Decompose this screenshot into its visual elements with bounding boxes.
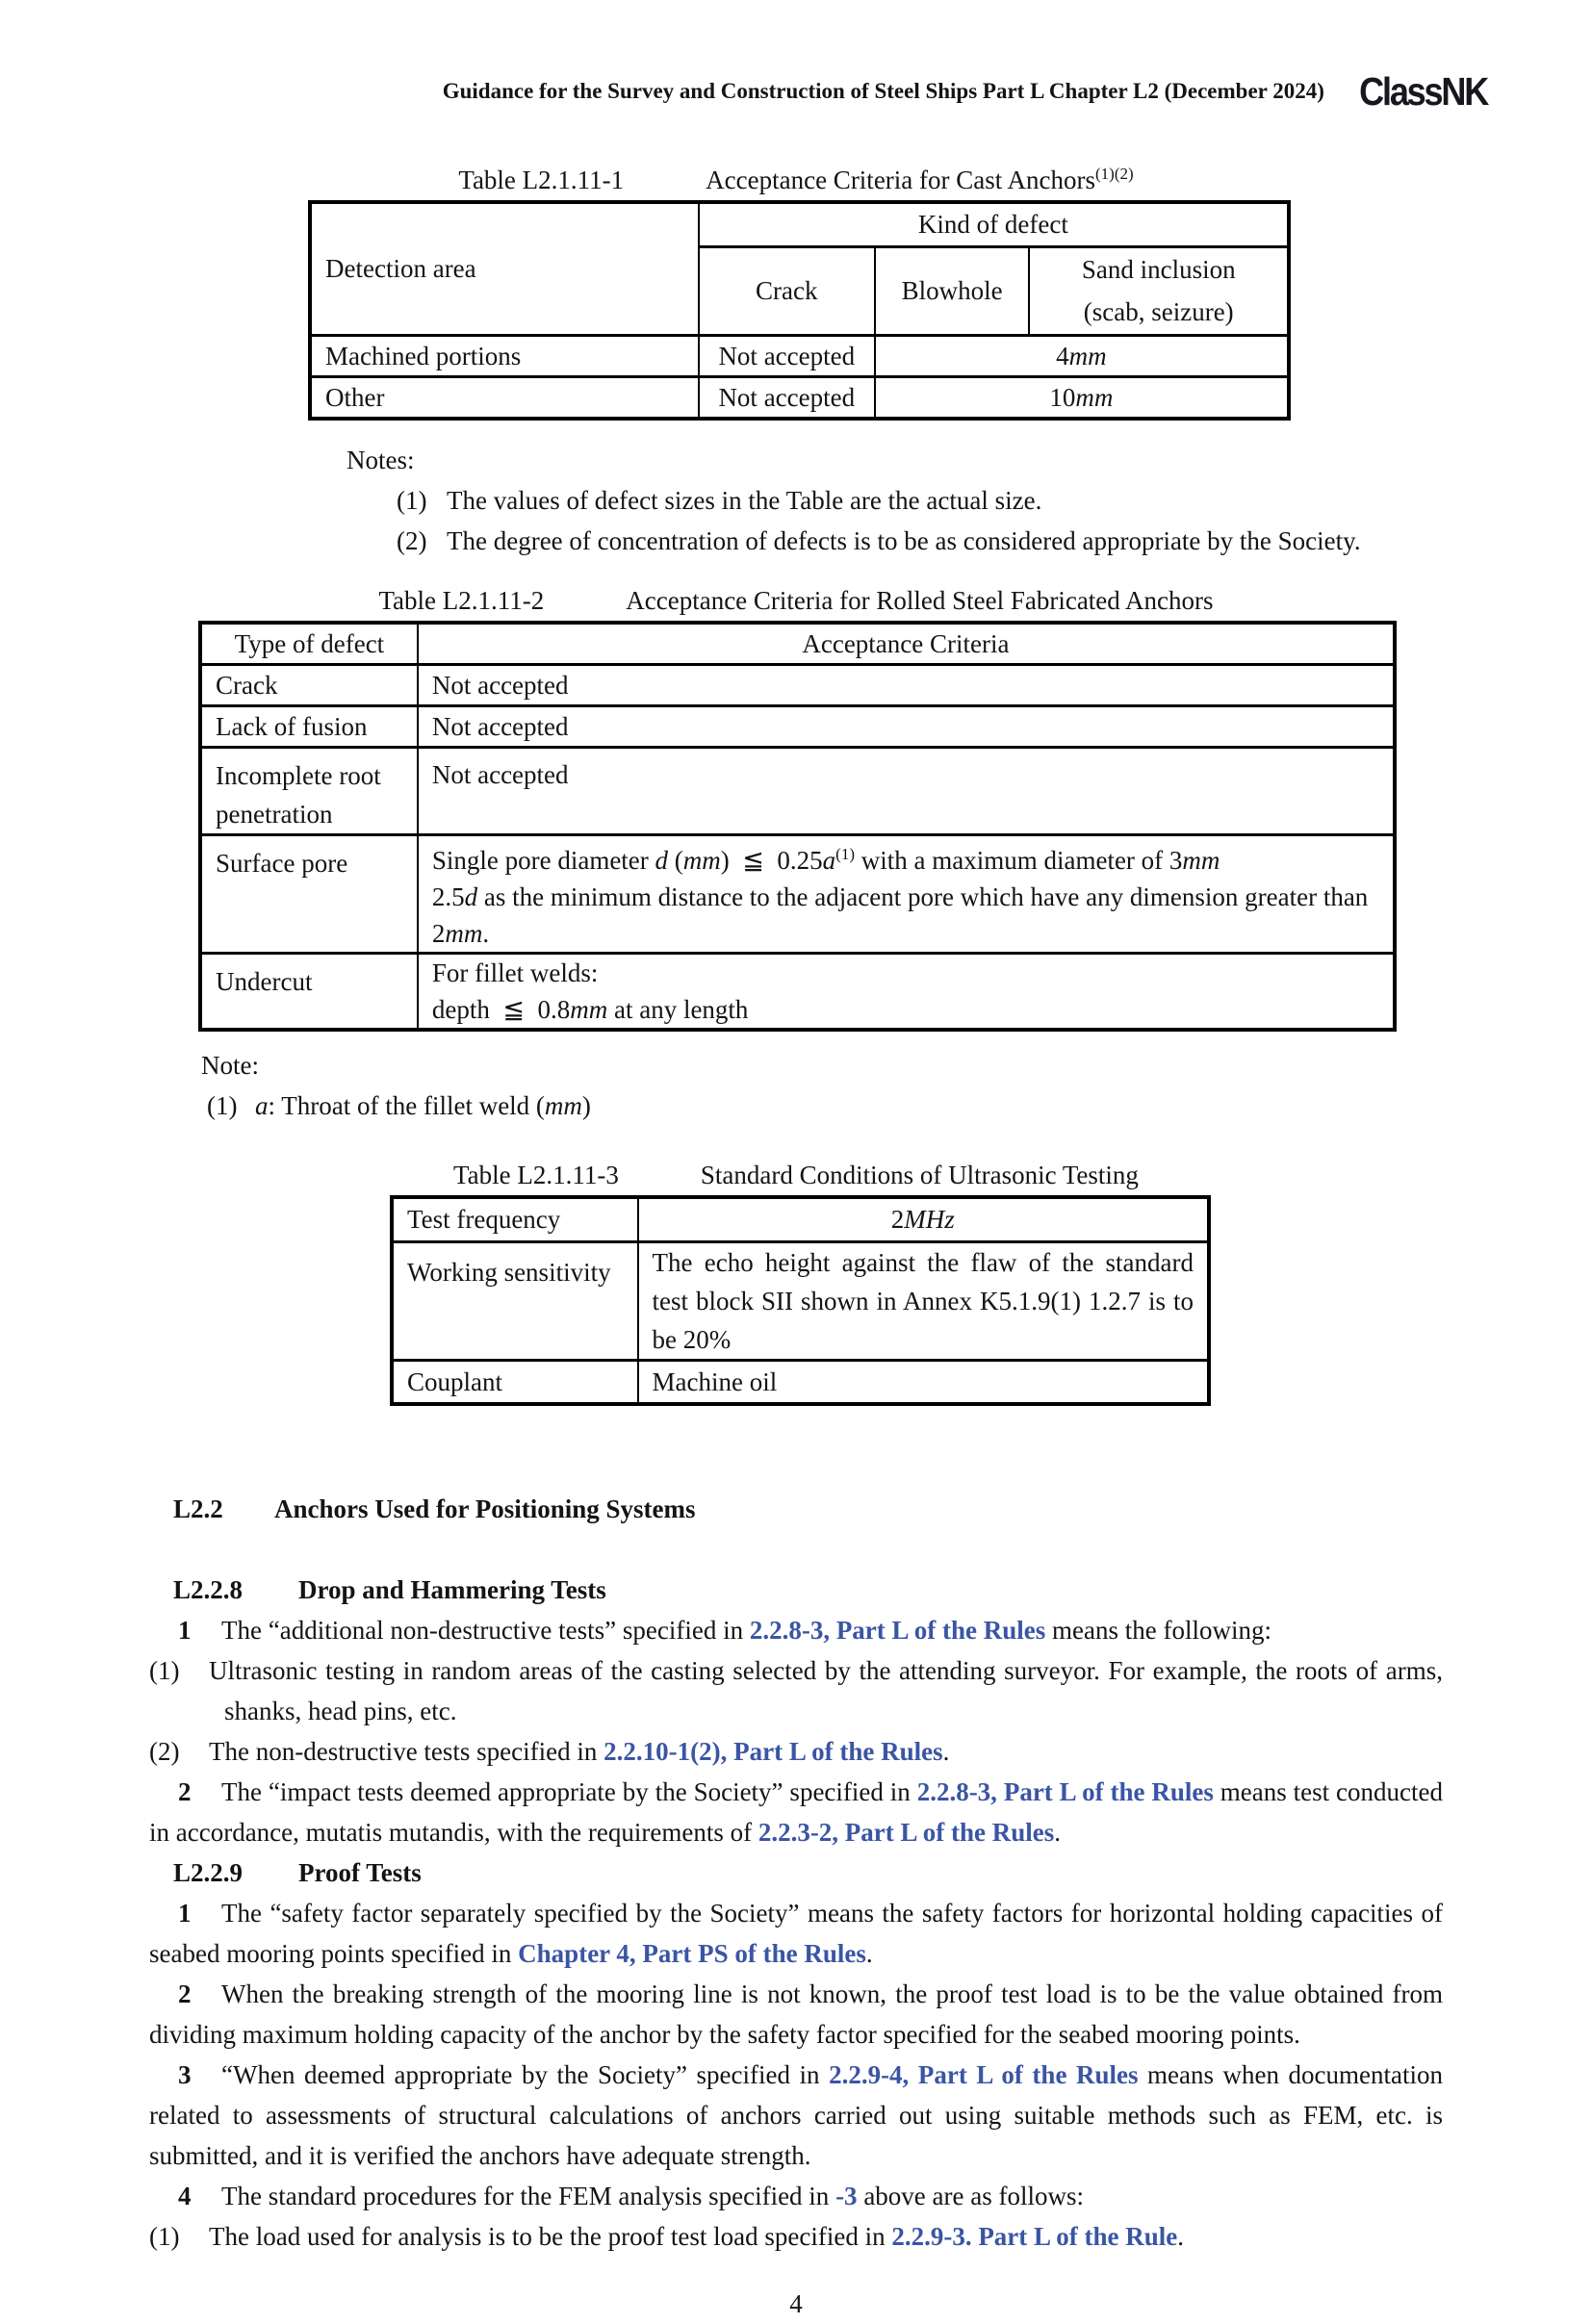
table-row — [392, 1360, 1209, 1404]
acceptance-criteria-header-cell: Acceptance Criteria — [418, 623, 1395, 665]
section-title: Anchors Used for Positioning Systems — [274, 1494, 696, 1523]
text-segment: ( — [668, 846, 683, 875]
text-segment: : Throat of the fillet weld ( — [268, 1091, 545, 1120]
rules-reference-link[interactable]: 2.2.9-4, Part L of the Rules — [829, 2060, 1139, 2089]
text-segment: a — [255, 1091, 269, 1120]
rules-reference-link[interactable]: Chapter 4, Part PS of the Rules — [518, 1939, 866, 1968]
text-segment: . — [1177, 2222, 1185, 2251]
text-segment: . — [865, 1939, 873, 1968]
table-row — [310, 376, 1289, 419]
text-segment: . — [1054, 1818, 1062, 1847]
item-text — [209, 2222, 1184, 2251]
paragraph-text — [149, 1777, 1443, 1847]
text-segment: Machine oil — [652, 1366, 778, 1396]
section-number: L2.2 — [173, 1494, 223, 1523]
paragraph — [149, 1610, 1443, 1650]
text-segment: The echo height against the flaw of the standard test block SII shown in Annex K5.1.9(1) 1.2.7 is to be 20% — [652, 1247, 1194, 1354]
rules-reference-link[interactable]: 2.2.9-3. Part L of the Rule — [891, 2222, 1178, 2251]
table2-note — [201, 1045, 1443, 1126]
running-header-title: Guidance for the Survey and Construction of Steel Ships Part L Chapter L2 (December 2024) — [442, 79, 1324, 103]
parameter-cell: Test frequency — [392, 1197, 638, 1241]
text-segment: mm — [445, 919, 483, 948]
paragraph — [149, 1893, 1443, 1974]
text-segment: means test conducted in accordance, mutatis mutandis, with the requirements of — [149, 1777, 1443, 1847]
text-segment: above are as follows: — [857, 2182, 1084, 2210]
table2-title — [149, 584, 1443, 617]
note-item — [397, 480, 1443, 521]
table2-caption: Acceptance Criteria for Rolled Steel Fabricated Anchors — [626, 585, 1214, 615]
text-segment: The load used for analysis is to be the proof test load specified in — [209, 2222, 892, 2251]
rules-reference-link[interactable]: 2.2.10-1(2), Part L of the Rules — [603, 1737, 943, 1766]
defect-size-cell — [875, 376, 1289, 419]
item-marker: (1) — [149, 2222, 180, 2251]
criteria-line — [432, 836, 1379, 879]
page-number: 4 — [789, 2289, 803, 2318]
note-marker: (2) — [397, 525, 427, 555]
item-marker: (1) — [149, 1656, 180, 1685]
section-title: Proof Tests — [298, 1858, 422, 1887]
parameter-cell: Couplant — [392, 1360, 638, 1404]
text-segment: The “safety factor separately specified by the Society” means the safety factors for horizontal holding capacities of seabed mooring points specified in — [149, 1899, 1443, 1968]
table1-label: Table L2.1.11-1 — [458, 166, 625, 194]
text-segment: 4 — [1056, 341, 1069, 370]
table-row — [200, 623, 1395, 665]
paragraph — [149, 1772, 1443, 1852]
text-segment: means when documentation related to assessments of structural calculations of anchors carried out using suitable methods such as FEM, etc. is submitted, and it is verified the anchors have adequate strength. — [149, 2060, 1443, 2170]
page-header — [149, 69, 1487, 114]
criteria-cell — [418, 706, 1395, 748]
rules-reference-link[interactable]: 2.2.8-3, Part L of the Rules — [916, 1777, 1214, 1806]
cast-anchors-table — [308, 200, 1291, 421]
table-row — [200, 748, 1395, 835]
table3-caption: Standard Conditions of Ultrasonic Testing — [700, 1161, 1139, 1189]
text-segment: mm — [570, 995, 608, 1024]
value-cell — [638, 1241, 1209, 1360]
text-segment: ) — [581, 1091, 591, 1120]
criteria-line — [432, 756, 1379, 793]
note-item — [207, 1085, 1443, 1126]
section-heading-l2-2-9 — [173, 1852, 1443, 1893]
text-segment: Single pore diameter — [431, 846, 655, 875]
crack-header-cell: Crack — [699, 246, 875, 335]
type-of-defect-header-cell: Type of defect — [200, 623, 418, 665]
text-segment: at any length — [607, 995, 749, 1024]
text-segment: The “additional non-destructive tests” specified in — [221, 1616, 750, 1645]
paragraph-text — [221, 2182, 1084, 2210]
table-row — [200, 665, 1395, 706]
rules-reference-link[interactable]: 2.2.8-3, Part L of the Rules — [749, 1616, 1046, 1645]
paragraph-text — [149, 1979, 1443, 2049]
blowhole-header-cell: Blowhole — [875, 246, 1030, 335]
text-segment: The “impact tests deemed appropriate by the Society” specified in — [221, 1777, 917, 1806]
text-segment: d — [464, 882, 478, 911]
defect-type-cell: Surface pore — [200, 835, 418, 954]
text-segment: (1) — [835, 845, 855, 863]
text-segment: mm — [1075, 382, 1114, 412]
text-segment: For fillet welds: — [431, 958, 599, 987]
item-marker: (2) — [149, 1737, 180, 1766]
fabricated-anchors-table — [198, 621, 1397, 1033]
table1-caption — [706, 166, 1134, 194]
note-item — [397, 521, 1443, 561]
section-heading-l2-2-8 — [173, 1570, 1443, 1610]
parameter-cell: Working sensitivity — [392, 1241, 638, 1360]
text-segment: “When deemed appropriate by the Society” specified in — [221, 2060, 830, 2089]
paragraph-number: 4 — [178, 2182, 192, 2210]
criteria-line — [432, 879, 1379, 952]
text-segment: 2 — [890, 1205, 905, 1235]
paragraph-text — [149, 1899, 1443, 1968]
note-label: Note: — [201, 1051, 259, 1080]
criteria-cell — [418, 954, 1395, 1031]
text-segment: . — [942, 1737, 950, 1766]
table-row — [200, 835, 1395, 954]
text-segment: mm — [1182, 846, 1220, 875]
text-segment: Not accepted — [431, 671, 569, 700]
text-segment: depth ≦ 0.8 — [431, 995, 571, 1024]
note-marker: (1) — [207, 1091, 238, 1120]
classnk-logo: ClassNK — [1359, 69, 1487, 114]
criteria-cell — [418, 835, 1395, 954]
text-segment: with a maximum diameter of 3 — [855, 846, 1183, 875]
section-number: L2.2.8 — [173, 1575, 244, 1604]
item-text — [209, 1737, 949, 1766]
list-item — [149, 1731, 1443, 1772]
criteria-cell — [418, 748, 1395, 835]
table3-label: Table L2.1.11-3 — [453, 1161, 619, 1189]
defect-type-cell: Lack of fusion — [200, 706, 418, 748]
text-segment: mm — [682, 846, 721, 875]
rules-reference-link[interactable]: -3 — [835, 2182, 858, 2210]
crack-cell: Not accepted — [699, 376, 875, 419]
defect-type-cell: Undercut — [200, 954, 418, 1031]
table-row — [310, 335, 1289, 376]
paragraph-text — [221, 1616, 1271, 1645]
text-segment: The non-destructive tests specified in — [209, 1737, 604, 1766]
criteria-line — [432, 991, 1379, 1028]
detection-area-cell: Other — [310, 376, 699, 419]
paragraph-number: 1 — [178, 1899, 192, 1928]
section-heading-l2-2 — [173, 1489, 1443, 1529]
note-marker: (1) — [397, 485, 427, 515]
section-number: L2.2.9 — [173, 1858, 244, 1887]
crack-cell: Not accepted — [699, 335, 875, 376]
value-cell — [638, 1197, 1209, 1241]
text-segment: a — [822, 846, 836, 875]
table-row — [200, 706, 1395, 748]
table-row — [200, 954, 1395, 1031]
note-text: The degree of concentration of defects is to be as considered appropriate by the Society. — [447, 525, 1361, 555]
value-cell — [638, 1360, 1209, 1404]
table-row — [392, 1241, 1209, 1360]
item-text — [209, 1656, 1443, 1725]
criteria-cell — [418, 665, 1395, 706]
text-segment: 10 — [1049, 382, 1076, 412]
table-row — [392, 1197, 1209, 1241]
paragraph-number: 2 — [178, 1979, 192, 2008]
table3-title — [149, 1159, 1443, 1191]
text-segment: Not accepted — [431, 760, 569, 789]
paragraph — [149, 2176, 1443, 2216]
paragraph-number: 1 — [178, 1616, 192, 1645]
rules-reference-link[interactable]: 2.2.3-2, Part L of the Rules — [757, 1818, 1055, 1847]
sand-inclusion-line1: Sand inclusion — [1081, 255, 1236, 284]
paragraph-number: 2 — [178, 1777, 192, 1806]
sand-inclusion-line2: (scab, seizure) — [1083, 297, 1234, 326]
defect-size-cell — [875, 335, 1289, 376]
text-segment: d — [655, 846, 669, 875]
criteria-line — [432, 955, 1379, 991]
note-text — [255, 1091, 591, 1120]
text-segment: Not accepted — [431, 712, 569, 741]
table-row — [310, 202, 1289, 246]
defect-type-cell: Incomplete root penetration — [200, 748, 418, 835]
paragraph-number: 3 — [178, 2060, 192, 2089]
ultrasonic-testing-table — [390, 1195, 1211, 1406]
sand-inclusion-header-cell — [1029, 246, 1289, 335]
text-segment: mm — [1068, 341, 1107, 370]
text-segment: MHz — [904, 1205, 955, 1235]
text-segment: When the breaking strength of the mooring line is not known, the proof test load is to be the value obtained from dividing maximum holding capacity of the anchor by the safety factor specified for the seabed mooring points. — [149, 1979, 1443, 2049]
paragraph-text — [149, 2060, 1443, 2170]
table1-notes — [347, 440, 1443, 561]
detection-area-header-cell: Detection area — [310, 202, 699, 335]
text-segment: Ultrasonic testing in random areas of the casting selected by the attending surveyor. For example, the roots of arms, shanks, head pins, etc. — [209, 1656, 1443, 1725]
table1-caption-text: Acceptance Criteria for Cast Anchors — [706, 166, 1095, 194]
text-segment: 2.5 — [431, 882, 465, 911]
note-text: The values of defect sizes in the Table are the actual size. — [447, 485, 1042, 515]
table2-label: Table L2.1.11-2 — [378, 585, 545, 615]
text-segment: means the following: — [1045, 1616, 1272, 1645]
paragraph — [149, 2055, 1443, 2176]
section-title: Drop and Hammering Tests — [298, 1575, 606, 1604]
list-item — [149, 2216, 1443, 2257]
text-segment: . — [482, 919, 490, 948]
table1-caption-superscript: (1)(2) — [1095, 165, 1134, 183]
text-segment: The standard procedures for the FEM analysis specified in — [221, 2182, 836, 2210]
notes-label: Notes: — [347, 445, 415, 474]
detection-area-cell: Machined portions — [310, 335, 699, 376]
text-segment: as the minimum distance to the adjacent pore which have any dimension greater than 2 — [431, 882, 1369, 948]
defect-type-cell: Crack — [200, 665, 418, 706]
text-segment: mm — [544, 1091, 582, 1120]
kind-of-defect-header-cell: Kind of defect — [699, 202, 1289, 246]
text-segment: ) ≦ 0.25 — [720, 846, 823, 875]
list-item — [149, 1650, 1443, 1731]
table1-title — [149, 158, 1443, 196]
paragraph — [149, 1974, 1443, 2055]
